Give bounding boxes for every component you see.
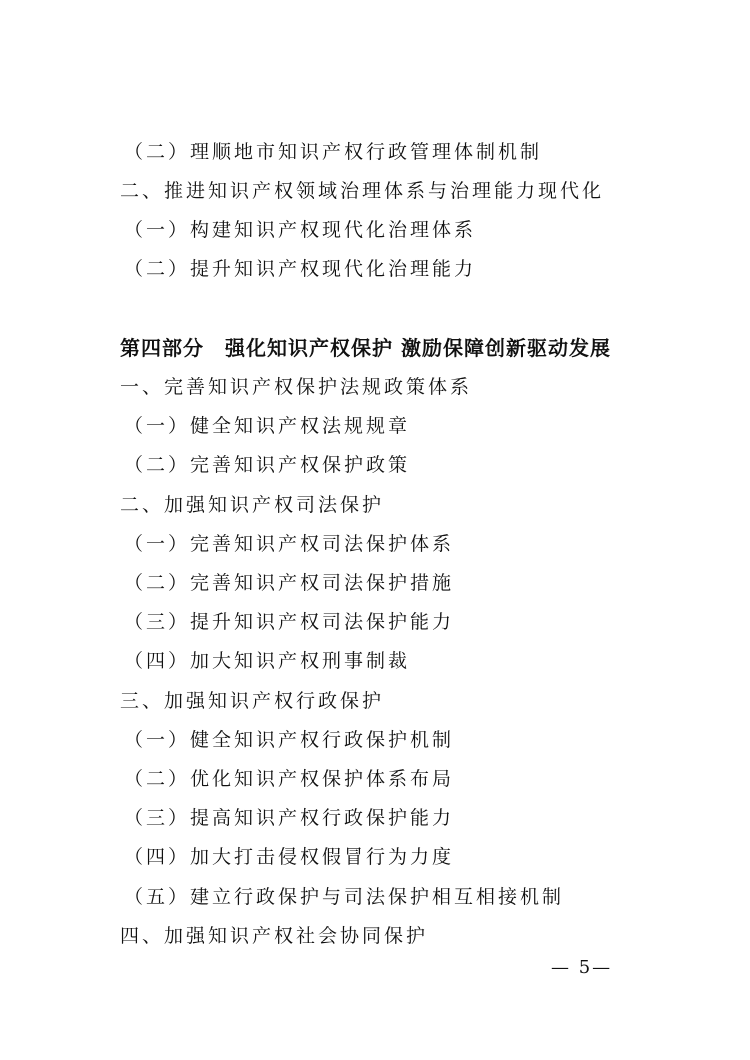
subsection-item: （四）加大知识产权刑事制裁: [124, 650, 411, 672]
subsection-item: （四）加大打击侵权假冒行为力度: [124, 846, 455, 868]
subsection-item: （二）完善知识产权保护政策: [124, 454, 411, 476]
section-item: 二、推进知识产权领域治理体系与治理能力现代化: [120, 180, 605, 202]
subsection-item: （一）健全知识产权行政保护机制: [124, 729, 455, 751]
subsection-item: （一）构建知识产权现代化治理体系: [124, 219, 477, 241]
subsection-item: （五）建立行政保护与司法保护相互相接机制: [124, 886, 565, 908]
subsection-item: （一）完善知识产权司法保护体系: [124, 533, 455, 555]
subsection-item: （二）优化知识产权保护体系布局: [124, 768, 455, 790]
part-heading: 第四部分 强化知识产权保护 激励保障创新驱动发展: [120, 336, 611, 360]
subsection-item: （二）提升知识产权现代化治理能力: [124, 258, 477, 280]
page-number: — 5—: [551, 957, 613, 978]
section-item: 三、加强知识产权行政保护: [120, 690, 385, 712]
section-item: 四、加强知识产权社会协同保护: [120, 925, 429, 947]
subsection-item: （二）理顺地市知识产权行政管理体制机制: [124, 141, 543, 163]
section-item: 二、加强知识产权司法保护: [120, 494, 385, 516]
subsection-item: （三）提升知识产权司法保护能力: [124, 611, 455, 633]
subsection-item: （一）健全知识产权法规规章: [124, 415, 411, 437]
section-item: 一、完善知识产权保护法规政策体系: [120, 376, 473, 398]
subsection-item: （三）提高知识产权行政保护能力: [124, 807, 455, 829]
subsection-item: （二）完善知识产权司法保护措施: [124, 572, 455, 594]
